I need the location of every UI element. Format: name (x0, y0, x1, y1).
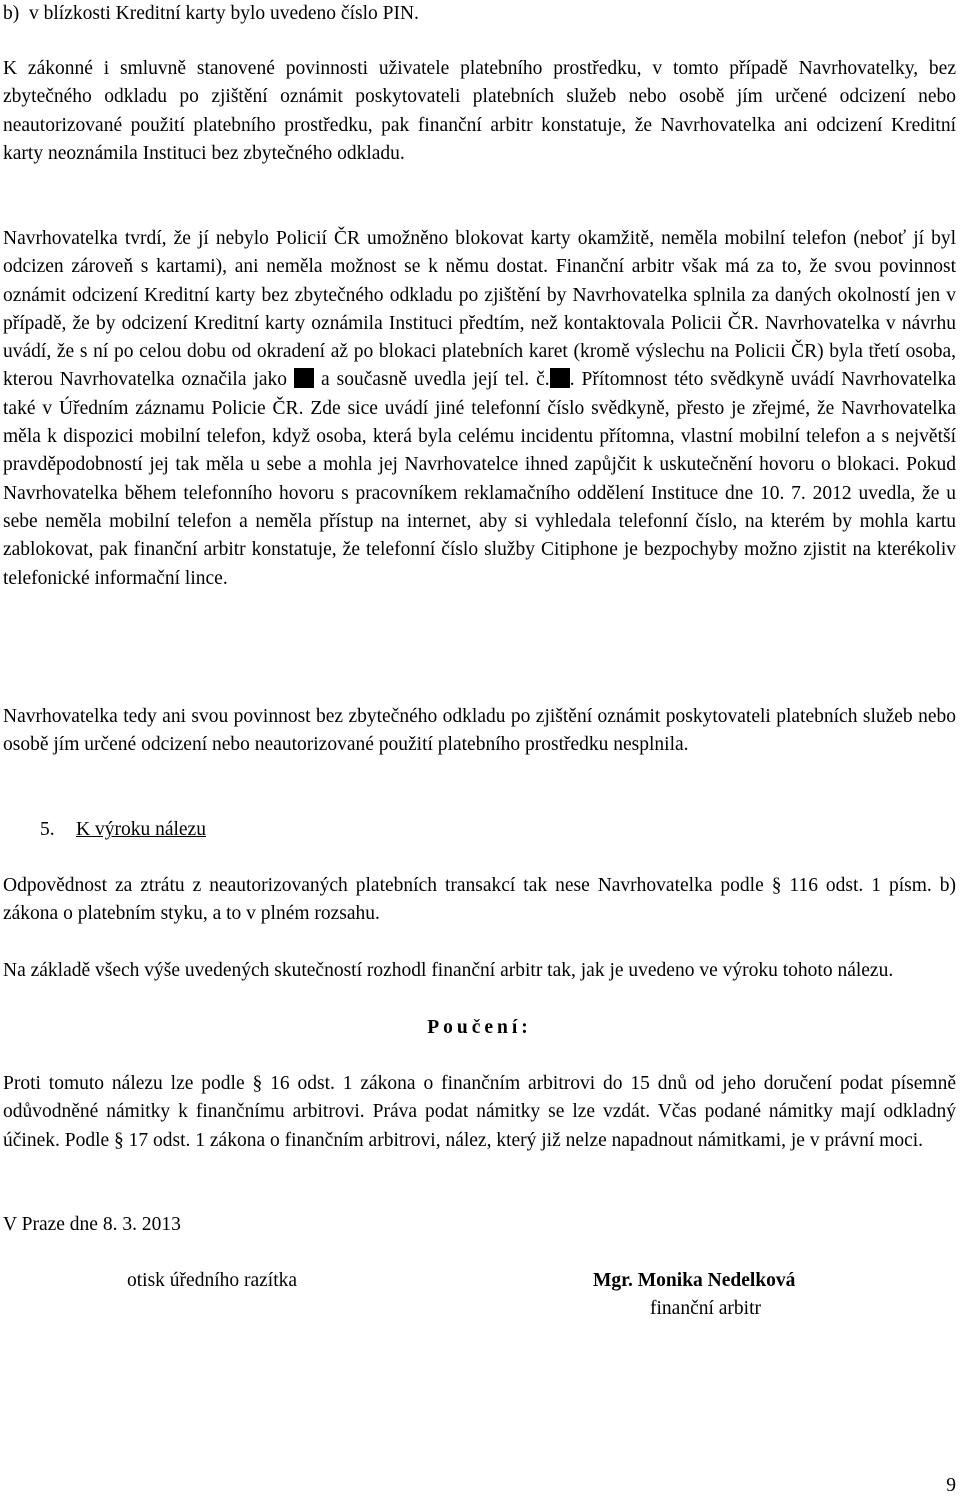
paragraph-police-blocking (3, 225, 956, 593)
signatory-role: finanční arbitr (650, 1298, 761, 1319)
paragraph-police-blocking-part1: Navrhovatelka tvrdí, že jí nebylo Policií ČR umožněno blokovat karty okamžitě, neměla mobilní telefon (neboť jí byl odcizen zároveň s kartami), ani neměla možnost se k němu dostat. Finanční arbitr však má za to, že svou povinnost oznámit odcizení Kreditní karty bez zbytečného odkladu po zjištění by Navrhovatelka splnila za daných okolností jen v případě, že by odcizení Kreditní karty oznámila Instituci předtím, než kontaktovala Policii ČR. Navrhovatelka v návrhu uvádí, že s ní po celou dobu od okradení až po blokaci platebních karet (kromě výslechu na Policii ČR) byla třetí osoba, kterou Navrhovatelka označila jako (3, 228, 956, 391)
signatory-name: Mgr. Monika Nedelková (593, 1270, 796, 1291)
list-item-b: b) v blízkosti Kreditní karty bylo uvedeno číslo PIN. (3, 3, 419, 24)
page-number: 9 (946, 1475, 956, 1496)
section-number: 5. (40, 819, 55, 840)
paragraph-decision: Na základě všech výše uvedených skutečností rozhodl finanční arbitr tak, jak je uvedeno ve výroku tohoto nálezu. (3, 960, 894, 981)
paragraph-conclusion: Navrhovatelka tedy ani svou povinnost bez zbytečného odkladu po zjištění oznámit poskytovateli platebních služeb nebo osobě jím určené odcizení nebo neautorizované použití platebního prostředku nesplnila. (3, 706, 956, 756)
section-title: K výroku nálezu (76, 819, 206, 840)
redacted-phone (550, 368, 570, 388)
instruction-heading: Poučení: (427, 1017, 532, 1038)
date-line: V Praze dne 8. 3. 2013 (3, 1214, 181, 1235)
redacted-name (294, 368, 314, 388)
paragraph-appeal-instructions: Proti tomuto nálezu lze podle § 16 odst. 1 zákona o finančním arbitrovi do 15 dnů od jeho doručení podat písemně odůvodněné námitky k finančnímu arbitrovi. Práva podat námitky se lze vzdát. Včas podané námitky mají odkladný účinek. Podle § 17 odst. 1 zákona o finančním arbitrovi, nález, který již nelze napadnout námitkami, je v právní moci. (3, 1073, 956, 1151)
section-heading (3, 816, 206, 844)
paragraph-police-blocking-part3: . Přítomnost této svědkyně uvádí Navrhovatelka také v Úředním záznamu Policie ČR. Zde sice uvádí jiné telefonní číslo svědkyně, přesto je zřejmé, že Navrhovatelka měla k dispozici mobilní telefon, když osoba, která byla celému incidentu přítomna, vlastní mobilní telefon a s největší pravděpodobností jej tak měla u sebe a mohla jej Navrhovatelce ihned zapůjčit k uskutečnění hovoru o blokaci. Pokud Navrhovatelka během telefonního hovoru s pracovníkem reklamačního oddělení Instituce dne 10. 7. 2012 uvedla, že u sebe neměla mobilní telefon a neměla přístup na internet, aby si vyhledala telefonní číslo, na kterém by mohla kartu zablokovat, pak finanční arbitr konstatuje, že telefonní číslo služby Citiphone je bezpochyby možno zjistit na kterékoliv telefonické informační lince. (3, 369, 957, 589)
paragraph-police-blocking-part2: a současně uvedla její tel. č. (314, 369, 550, 391)
paragraph-notification-duty: K zákonné i smluvně stanovené povinnosti uživatele platebního prostředku, v tomto případě Navrhovatelky, bez zbytečného odkladu po zjištění oznámit poskytovateli platebních služeb nebo osobě jím určené odcizení nebo neautorizované použití platebního prostředku, pak finanční arbitr konstatuje, že Navrhovatelka ani odcizení Kreditní karty neoznámila Instituci bez zbytečného odkladu. (3, 58, 956, 164)
paragraph-liability: Odpovědnost za ztrátu z neautorizovaných platebních transakcí tak nese Navrhovatelka podle § 116 odst. 1 písm. b) zákona o platebním styku, a to v plném rozsahu. (3, 875, 956, 925)
stamp-label: otisk úředního razítka (127, 1270, 298, 1291)
